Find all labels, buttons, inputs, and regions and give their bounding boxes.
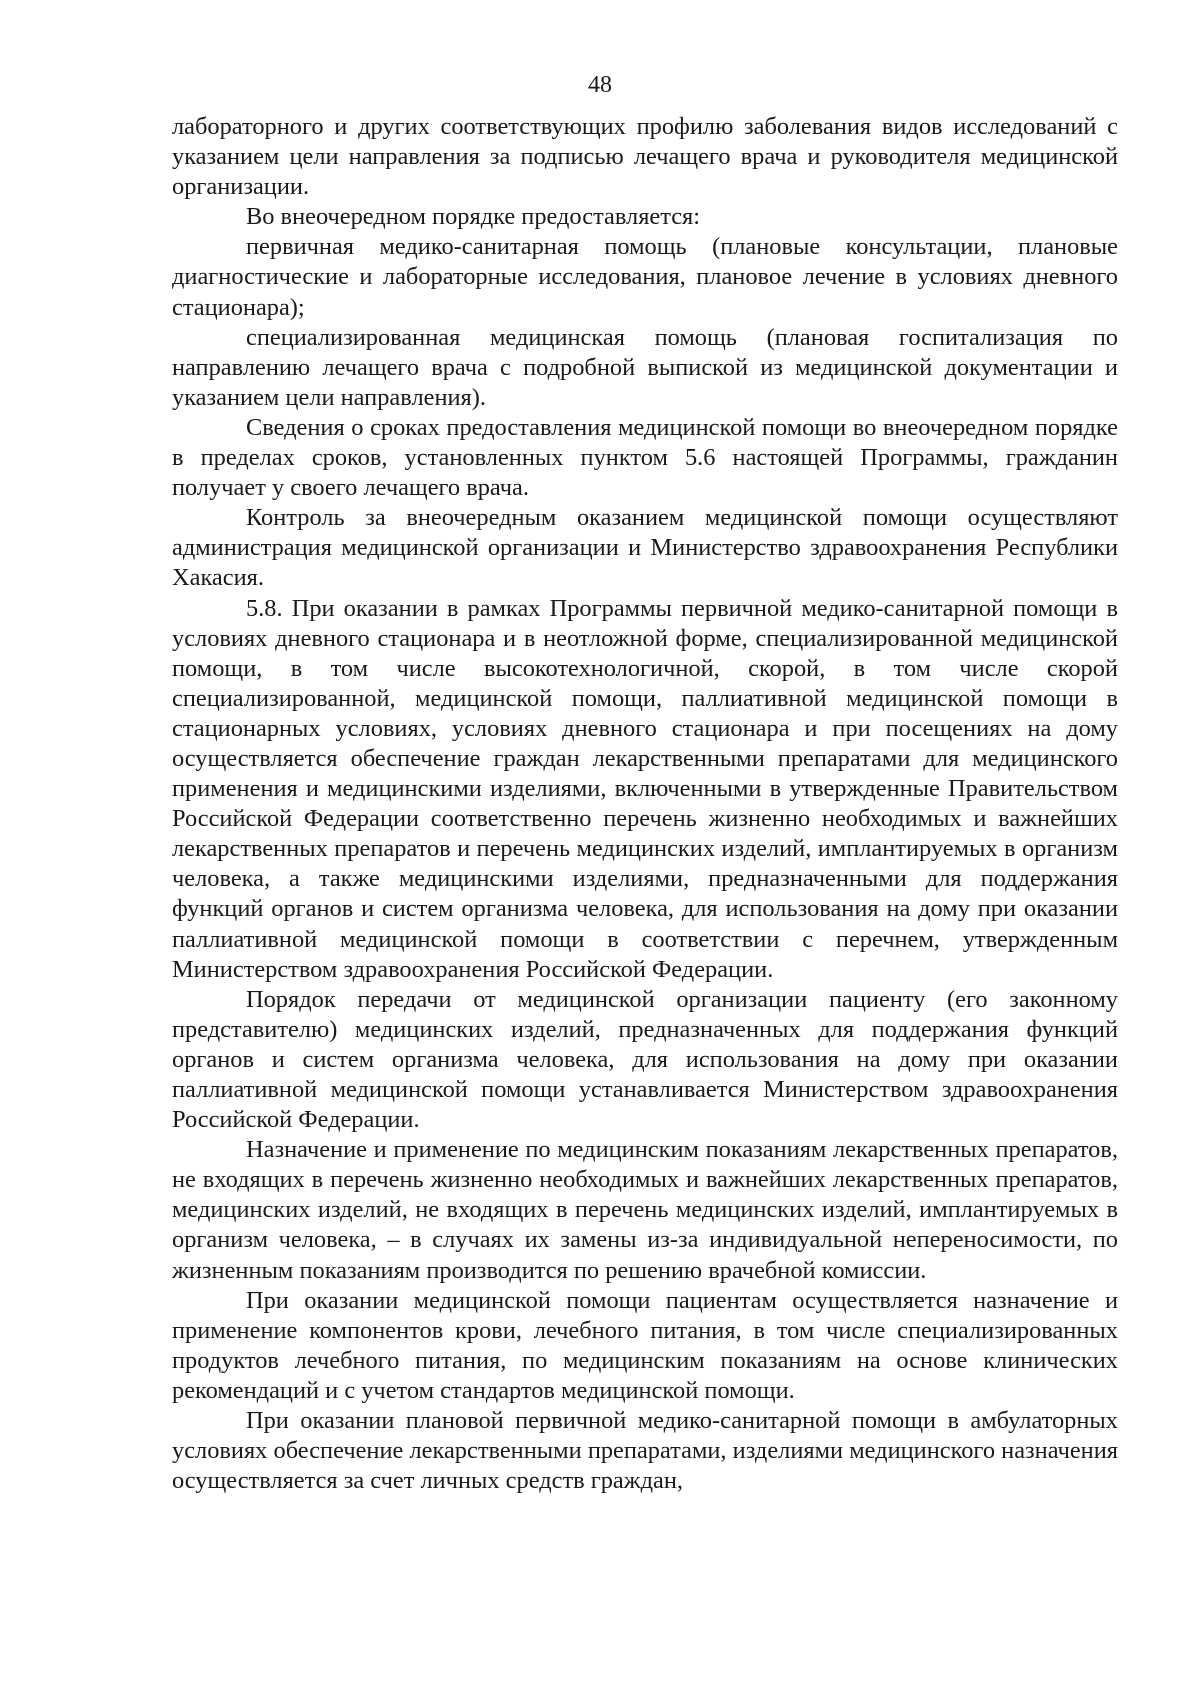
paragraph: Порядок передачи от медицинской организации пациенту (его законному представителю) медицинских изделий, предназначенных для поддержания функций органов и систем организма человека, для использования на дому при оказании паллиативной медицинской помощи устанавливается Министерством здравоохранения Российской Федерации.: [172, 985, 1118, 1134]
page-number: 48: [588, 72, 612, 98]
paragraph-continuation: лабораторного и других соответствующих профилю заболевания видов исследований с указанием цели направления за подписью лечащего врача и руководителя медицинской организации.: [172, 113, 1118, 201]
paragraph: При оказании плановой первичной медико-санитарной помощи в амбулаторных условиях обеспечение лекарственными препаратами, изделиями медицинского назначения осуществляется за счет личных средств граждан,: [172, 1407, 1118, 1495]
paragraph: первичная медико-санитарная помощь (плановые консультации, плановые диагностические и лабораторные исследования, плановое лечение в условиях дневного стационара);: [172, 233, 1118, 321]
paragraph-section-5-8: 5.8. При оказании в рамках Программы первичной медико-санитарной помощи в условиях дневного стационара и в неотложной форме, специализированной медицинской помощи, в том числе высокотехнологичной, скорой, в том числе скорой специализированной, медицинской помощи, паллиативной медицинской помощи в стационарных условиях, условиях дневного стационара и при посещениях на дому осуществляется обеспечение граждан лекарственными препаратами для медицинского применения и медицинскими изделиями, включенными в утвержденные Правительством Российской Федерации соответственно перечень жизненно необходимых и важнейших лекарственных препаратов и перечень медицинских изделий, имплантируемых в организм человека, а также медицинскими изделиями, предназначенными для поддержания функций органов и систем организма человека, для использования на дому при оказании паллиативной медицинской помощи в соответствии с перечнем, утвержденным Министерством здравоохранения Российской Федерации.: [172, 594, 1118, 983]
paragraph: Во внеочередном порядке предоставляется:: [246, 203, 701, 231]
document-body: [172, 112, 1118, 1496]
paragraph: При оказании медицинской помощи пациентам осуществляется назначение и применение компонентов крови, лечебного питания, в том числе специализированных продуктов лечебного питания, по медицинским показаниям на основе клинических рекомендаций и с учетом стандартов медицинской помощи.: [172, 1286, 1118, 1404]
paragraph: Сведения о сроках предоставления медицинской помощи во внеочередном порядке в пределах сроков, установленных пунктом 5.6 настоящей Программы, гражданин получает у своего лечащего врача.: [172, 413, 1118, 502]
paragraph: Контроль за внеочередным оказанием медицинской помощи осуществляют администрация медицинской организации и Министерство здравоохранения Республики Хакасия.: [172, 504, 1118, 592]
paragraph: Назначение и применение по медицинским показаниям лекарственных препаратов, не входящих в перечень жизненно необходимых и важнейших лекарственных препаратов, медицинских изделий, не входящих в перечень медицинских изделий, имплантируемых в организм человека, – в случаях их замены из-за индивидуальной непереносимости, по жизненным показаниям производится по решению врачебной комиссии.: [172, 1136, 1118, 1284]
paragraph: специализированная медицинская помощь (плановая госпитализация по направлению лечащего врача с подробной выпиской из медицинской документации и указанием цели направления).: [172, 323, 1118, 411]
